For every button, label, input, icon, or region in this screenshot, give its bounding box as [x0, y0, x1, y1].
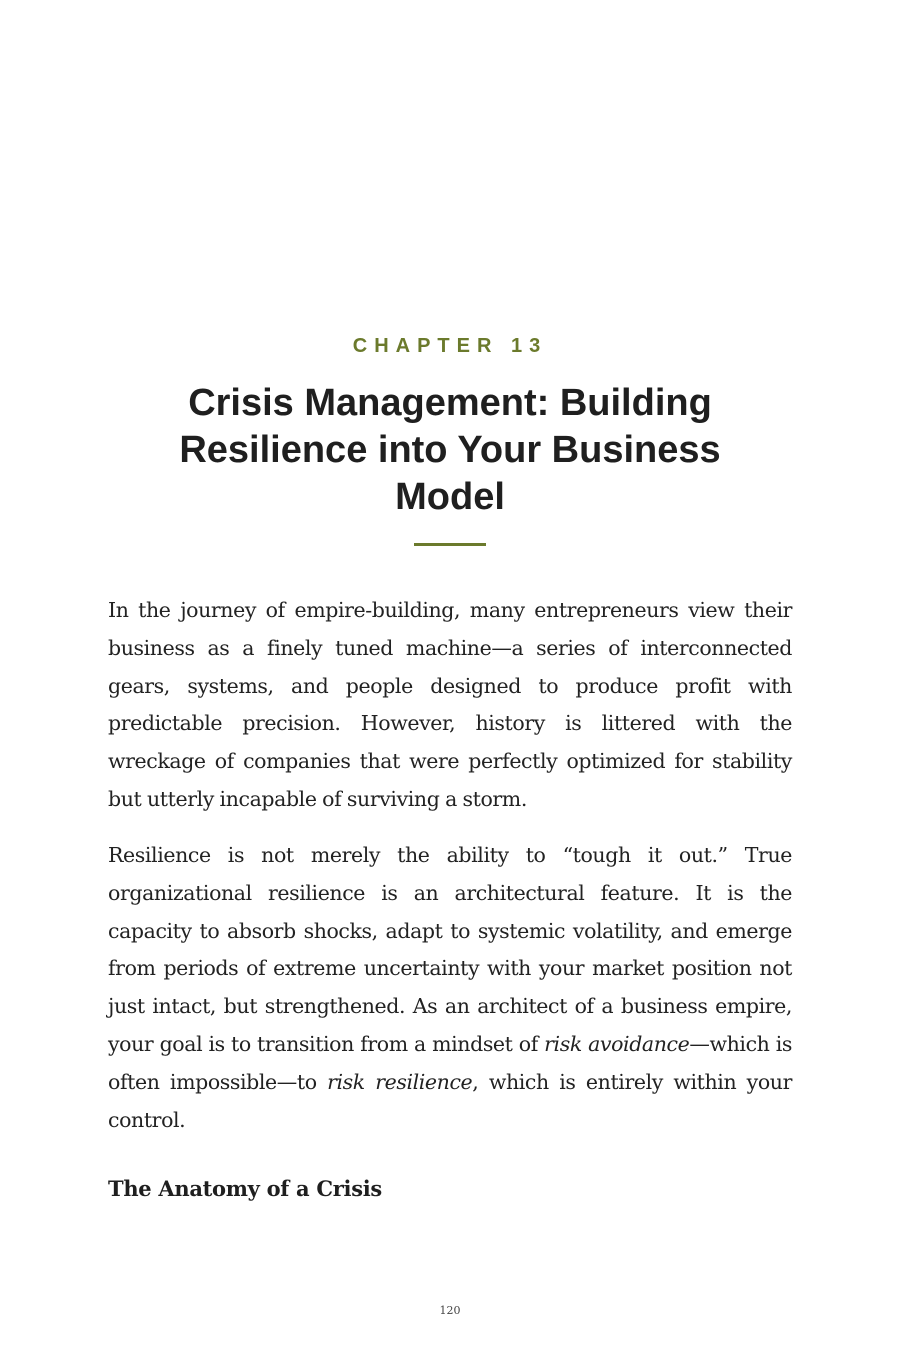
paragraph-2-text-1: Resilience is not merely the ability to “tough it out.” True organizational resilience is an architectural feature. It is the capacity to absorb shocks, adapt to systemic volatility, and emerge from periods of extreme uncertainty with your market position not just intact, but strengthened. As an architect of a business empire, your goal is to transition from a mindset of	[108, 843, 792, 1056]
page-number: 120	[439, 1304, 461, 1317]
paragraph-2-text-3: , which is entirely within your control.	[108, 1069, 792, 1132]
paragraph-2-text-2: —which is often impossible—to	[108, 1031, 792, 1094]
paragraph-2-emphasis-1: risk avoidance	[544, 1031, 690, 1056]
title-divider	[414, 543, 486, 546]
chapter-title: Crisis Management: Building Resilience into Your Business Model	[179, 382, 721, 518]
paragraph-2-emphasis-2: risk resilience	[327, 1069, 473, 1094]
body-paragraph-1: In the journey of empire-building, many entrepreneurs view their business as a finely tuned machine—a series of interconnected gears, systems, and people designed to produce profit with predictable precision. However, history is littered with the wreckage of companies that were perfectly optimized for stability but utterly incapable of surviving a storm.	[108, 598, 792, 811]
section-heading: The Anatomy of a Crisis	[108, 1176, 382, 1201]
chapter-label: CHAPTER 13	[352, 335, 548, 357]
body-paragraph-2	[108, 837, 792, 1139]
